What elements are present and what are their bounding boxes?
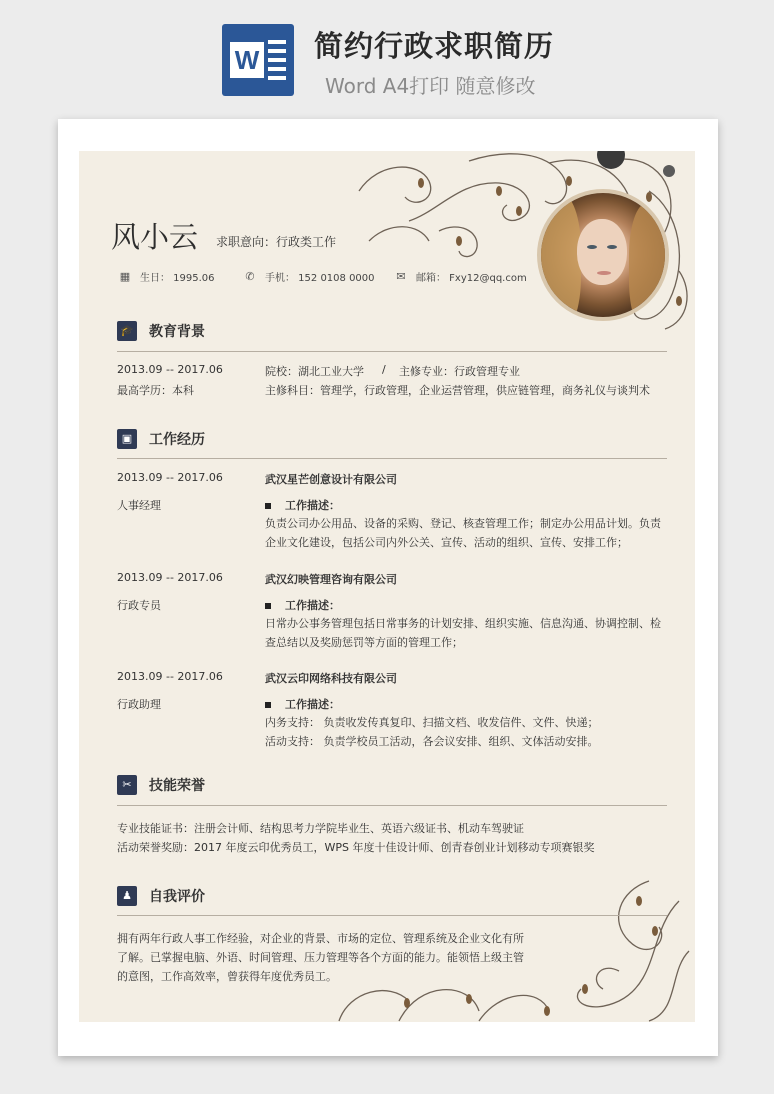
self-line: 了解。已掌握电脑、外语、时间管理、压力管理等各个方面的能力。能领悟上级主管 bbox=[117, 951, 524, 964]
job-period: 2013.09 -- 2017.06 bbox=[117, 471, 223, 484]
job-desc-label: 工作描述： bbox=[265, 696, 340, 712]
resume-sheet bbox=[79, 151, 695, 1022]
education-major: 主修专业：行政管理专业 bbox=[399, 365, 520, 378]
birth-text: 生日： 1995.06 bbox=[140, 273, 215, 284]
self-heading bbox=[117, 886, 205, 906]
job-company: 武汉星芒创意设计有限公司 bbox=[265, 473, 397, 486]
briefcase-icon: ▣ bbox=[117, 429, 137, 449]
job-desc-line: 内务支持： 负责收发传真复印、扫描文档、收发信件、文件、快递； bbox=[265, 716, 599, 729]
work-divider bbox=[117, 458, 667, 459]
calendar-icon: ▦ bbox=[119, 269, 131, 283]
education-divider bbox=[117, 351, 667, 352]
education-separator: / bbox=[382, 363, 386, 376]
profile-photo bbox=[537, 189, 669, 321]
phone-icon: ✆ bbox=[245, 269, 255, 283]
word-letter: W bbox=[230, 42, 264, 78]
job-period: 2013.09 -- 2017.06 bbox=[117, 571, 223, 584]
envelope-icon: ✉ bbox=[396, 269, 406, 283]
header-banner bbox=[0, 0, 774, 112]
job-desc-line: 负责公司办公用品、设备的采购、登记、核查管理工作；制定办公用品计划。负责 bbox=[265, 517, 661, 530]
education-heading bbox=[117, 321, 205, 341]
education-title: 教育背景 bbox=[149, 324, 205, 340]
graduation-cap-icon: 🎓 bbox=[117, 321, 137, 341]
bullet-icon bbox=[265, 603, 271, 609]
self-divider bbox=[117, 915, 667, 916]
education-school: 院校：湖北工业大学 bbox=[265, 365, 364, 378]
education-courses: 主修科目：管理学，行政管理，企业运营管理，供应链管理，商务礼仪与谈判术 bbox=[265, 384, 650, 397]
job-intent: 求职意向：行政类工作 bbox=[216, 235, 337, 249]
job-desc-label: 工作描述： bbox=[265, 597, 340, 613]
tools-icon: ✂ bbox=[117, 775, 137, 795]
person-icon: ♟ bbox=[117, 886, 137, 906]
word-logo-icon bbox=[222, 24, 294, 96]
job-desc-line: 企业文化建设，包括公司内外公关、宣传、活动的组织、宣传、安排工作； bbox=[265, 536, 628, 549]
email-info bbox=[395, 269, 527, 284]
phone-text: 手机： 152 0108 0000 bbox=[265, 273, 375, 284]
floral-swirl-bottom-decoration bbox=[319, 871, 695, 1022]
job-role: 行政专员 bbox=[117, 599, 161, 612]
banner-title: 简约行政求职简历 bbox=[314, 29, 555, 63]
work-title: 工作经历 bbox=[149, 432, 205, 448]
job-desc-line: 活动支持： 负责学校员工活动，各会议安排、组织、文体活动安排。 bbox=[265, 735, 599, 748]
education-period: 2013.09 -- 2017.06 bbox=[117, 363, 223, 376]
self-title: 自我评价 bbox=[149, 889, 205, 905]
job-company: 武汉幻映管理咨询有限公司 bbox=[265, 573, 397, 586]
self-line: 的意图，工作高效率，曾获得年度优秀员工。 bbox=[117, 970, 337, 983]
job-role: 人事经理 bbox=[117, 499, 161, 512]
skills-title: 技能荣誉 bbox=[149, 778, 205, 794]
phone-info bbox=[244, 269, 375, 284]
job-company: 武汉云印网络科技有限公司 bbox=[265, 672, 397, 685]
candidate-name: 风小云 bbox=[111, 220, 199, 254]
education-degree: 最高学历：本科 bbox=[117, 384, 194, 397]
work-heading bbox=[117, 429, 205, 449]
skills-certificates: 专业技能证书：注册会计师、结构思考力学院毕业生、英语六级证书、机动车驾驶证 bbox=[117, 822, 524, 835]
job-desc-label: 工作描述： bbox=[265, 497, 340, 513]
email-text: 邮箱： Fxy12@qq.com bbox=[416, 273, 527, 284]
skills-divider bbox=[117, 805, 667, 806]
self-line: 拥有两年行政人事工作经验，对企业的背景、市场的定位、管理系统及企业文化有所 bbox=[117, 932, 524, 945]
bullet-icon bbox=[265, 503, 271, 509]
banner-subtitle: Word A4打印 随意修改 bbox=[325, 74, 536, 98]
job-desc-line: 查总结以及奖励惩罚等方面的管理工作； bbox=[265, 636, 463, 649]
birth-info bbox=[119, 269, 215, 284]
job-role: 行政助理 bbox=[117, 698, 161, 711]
job-period: 2013.09 -- 2017.06 bbox=[117, 670, 223, 683]
bullet-icon bbox=[265, 702, 271, 708]
skills-heading bbox=[117, 775, 205, 795]
job-desc-line: 日常办公事务管理包括日常事务的计划安排、组织实施、信息沟通、协调控制、检 bbox=[265, 617, 661, 630]
skills-awards: 活动荣誉奖励：2017 年度云印优秀员工，WPS 年度十佳设计师、创青春创业计划移动专项赛银奖 bbox=[117, 841, 595, 854]
